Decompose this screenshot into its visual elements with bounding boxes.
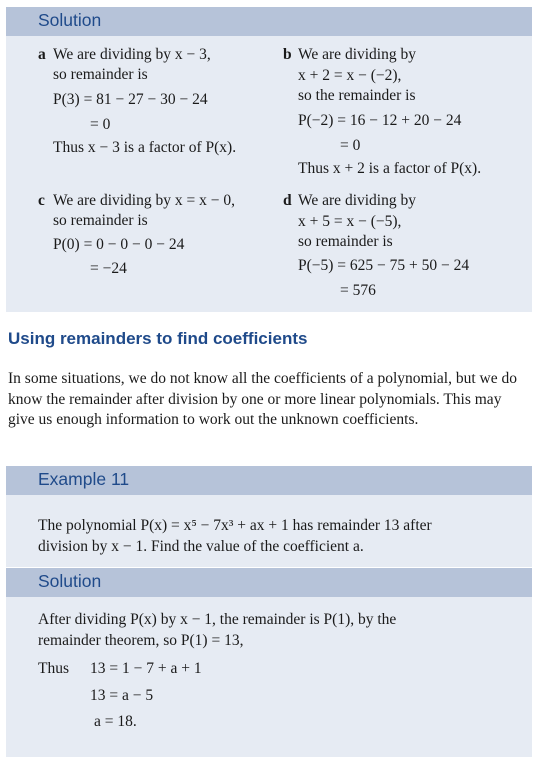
part-c-line3: P(0) = 0 − 0 − 0 − 24	[53, 236, 185, 253]
part-b-label: b	[283, 46, 292, 63]
part-c-line1: We are dividing by x = x − 0,	[53, 192, 235, 209]
solution2-eq3: a = 18.	[94, 713, 137, 730]
part-a-line5: Thus x − 3 is a factor of P(x).	[53, 139, 237, 156]
part-b-line2: x + 2 = x − (−2),	[298, 67, 402, 84]
part-d-line4: P(−5) = 625 − 75 + 50 − 24	[298, 257, 470, 274]
part-c-line4: = −24	[90, 260, 127, 277]
section-title: Using remainders to find coefficients	[8, 329, 308, 348]
part-a-line2: so remainder is	[53, 66, 148, 83]
part-b-line4: P(−2) = 16 − 12 + 20 − 24	[298, 112, 462, 129]
part-d-line3: so remainder is	[298, 233, 393, 250]
part-c-label: c	[38, 192, 45, 209]
part-d-line5: = 576	[340, 282, 376, 299]
section-paragraph: In some situations, we do not know all the coefficients of a polynomial, but we do know the remainder after division by one or more linear polynomials. This may give us enough information to work out the unknown coefficients.	[8, 370, 517, 428]
solution2-eq2: 13 = a − 5	[90, 687, 154, 704]
solution2-eq1: 13 = 1 − 7 + a + 1	[90, 660, 202, 677]
solution2-thus: Thus	[38, 660, 69, 677]
part-a-line4: = 0	[90, 116, 111, 133]
solution-heading: Solution	[38, 10, 102, 30]
part-b-line1: We are dividing by	[298, 46, 416, 63]
example-line2: division by x − 1. Find the value of the coefficient a.	[38, 538, 364, 555]
part-b-line5: = 0	[340, 137, 361, 154]
part-d-label: d	[283, 192, 292, 209]
part-c-line2: so remainder is	[53, 212, 148, 229]
solution2-line2: remainder theorem, so P(1) = 13,	[38, 632, 244, 649]
solution2-heading: Solution	[38, 571, 102, 591]
part-a-line1: We are dividing by x − 3,	[53, 46, 211, 63]
part-a-line3: P(3) = 81 − 27 − 30 − 24	[53, 91, 208, 108]
part-d-line1: We are dividing by	[298, 192, 416, 209]
part-d-line2: x + 5 = x − (−5),	[298, 213, 402, 230]
part-b-line3: so the remainder is	[298, 87, 416, 104]
example-line1: The polynomial P(x) = x⁵ − 7x³ + ax + 1 has remainder 13 after	[38, 517, 432, 534]
example-heading: Example 11	[38, 469, 130, 489]
part-a-label: a	[38, 46, 46, 63]
part-b-line6: Thus x + 2 is a factor of P(x).	[298, 160, 482, 177]
solution2-line1: After dividing P(x) by x − 1, the remainder is P(1), by the	[38, 611, 397, 628]
